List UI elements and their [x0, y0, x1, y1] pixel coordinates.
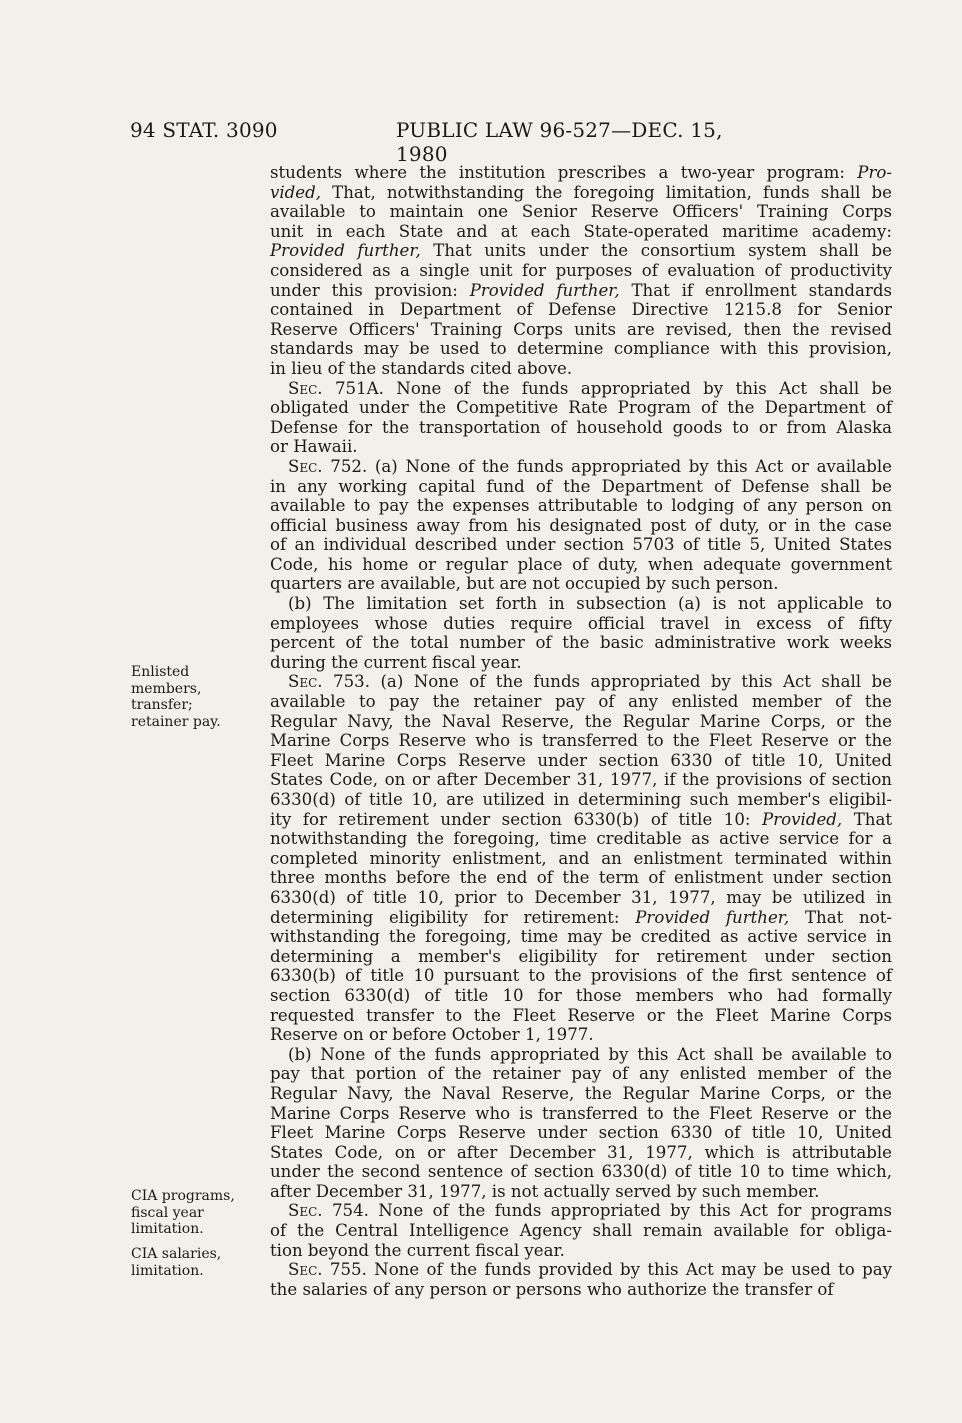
- italic-phrase: Provided further,: [469, 280, 620, 300]
- text-line: [270, 1084, 892, 1104]
- text-line: [270, 574, 892, 594]
- text-line: [270, 241, 892, 261]
- text-line: [270, 770, 892, 790]
- text-segment: determining a member's eligibility for retirement under section: [270, 946, 892, 966]
- italic-phrase: vided,: [270, 182, 322, 202]
- text-segment: That units under the consortium system shall be: [420, 241, 892, 261]
- text-line: [270, 300, 892, 320]
- text-segment: employees whose duties require official travel in excess of fifty: [270, 613, 892, 633]
- text-segment: 754. None of the funds appropriated by this Act for programs: [322, 1201, 892, 1221]
- text-segment: obligated under the Competitive Rate Program of the Department of: [270, 398, 892, 418]
- body-text: [270, 163, 892, 1299]
- italic-phrase: Provided further,: [270, 241, 421, 261]
- text-line: [270, 418, 892, 438]
- text-line: [270, 1143, 892, 1163]
- text-line: [270, 516, 892, 536]
- text-line: [270, 398, 892, 418]
- text-line: [270, 790, 892, 810]
- section-label: Sec.: [288, 1260, 323, 1280]
- margin-note-cia-salaries: CIA salaries, limitation.: [131, 1246, 222, 1279]
- text-line: [270, 810, 892, 830]
- text-line: [270, 947, 892, 967]
- text-segment: Reserve on or before October 1, 1977.: [270, 1025, 594, 1045]
- text-line: [270, 672, 892, 692]
- text-line: [270, 202, 892, 222]
- text-segment: 755. None of the funds provided by this Act may be used to pay: [322, 1260, 892, 1280]
- text-line: [270, 555, 892, 575]
- text-line: [270, 614, 892, 634]
- margin-note-cia-programs: CIA programs, fiscal year limitation.: [131, 1188, 235, 1237]
- text-line: [270, 1123, 892, 1143]
- text-line: [270, 633, 892, 653]
- text-segment: unit in each State and at each State-operated maritime academy:: [270, 221, 892, 241]
- text-segment: available to pay the retainer pay of any enlisted member of the: [270, 692, 892, 712]
- text-line: [270, 927, 892, 947]
- text-segment: under the second sentence of section 6330(d) of title 10 to time which,: [270, 1162, 892, 1182]
- text-segment: States Code, on or after December 31, 1977, which is attributable: [270, 1142, 892, 1162]
- text-segment: contained in Department of Defense Directive 1215.8 for Senior: [270, 300, 892, 320]
- text-segment: of an individual described under section 5703 of title 5, United States: [270, 535, 892, 555]
- text-line: [270, 908, 892, 928]
- text-line: [270, 163, 892, 183]
- text-line: [270, 849, 892, 869]
- text-segment: standards may be used to determine compliance with this provision,: [270, 339, 892, 359]
- italic-phrase: Provided,: [762, 809, 843, 829]
- text-segment: tion beyond the current fiscal year.: [270, 1240, 565, 1260]
- text-segment: Regular Navy, the Naval Reserve, the Regular Marine Corps, or the: [270, 711, 892, 731]
- text-segment: Fleet Marine Corps Reserve under section 6330 of title 10, United: [270, 750, 892, 770]
- text-segment: That not-: [789, 907, 892, 927]
- text-segment: 752. (a) None of the funds appropriated by this Act or available: [322, 456, 892, 476]
- text-segment: percent of the total number of the basic administrative work weeks: [270, 633, 892, 653]
- text-segment: considered as a single unit for purposes of evaluation of productivity: [270, 260, 892, 280]
- text-segment: pay that portion of the retainer pay of any enlisted member of the: [270, 1064, 892, 1084]
- text-segment: Marine Corps Reserve who is transferred to the Fleet Reserve or the: [270, 731, 892, 751]
- text-segment: Fleet Marine Corps Reserve under section 6330 of title 10, United: [270, 1123, 892, 1143]
- text-segment: official business away from his designated post of duty, or in the case: [270, 515, 892, 535]
- text-line: [270, 261, 892, 281]
- public-law-title: PUBLIC LAW 96-527—DEC. 15, 1980: [396, 118, 723, 166]
- section-label: Sec.: [288, 378, 323, 398]
- text-line: [270, 535, 892, 555]
- text-line: [270, 437, 892, 457]
- text-line: [270, 594, 892, 614]
- text-line: [270, 1104, 892, 1124]
- text-line: [270, 477, 892, 497]
- statute-page-number: 94 STAT. 3090: [130, 118, 278, 142]
- text-segment: determining eligibility for retirement:: [270, 907, 636, 927]
- page-header: [130, 118, 770, 166]
- text-line: [270, 1025, 892, 1045]
- text-segment: in any working capital fund of the Department of Defense shall be: [270, 476, 892, 496]
- text-line: [270, 966, 892, 986]
- text-segment: under this provision:: [270, 280, 470, 300]
- text-line: [270, 712, 892, 732]
- text-segment: requested transfer to the Fleet Reserve or the Fleet Marine Corps: [270, 1005, 892, 1025]
- text-line: [270, 222, 892, 242]
- text-segment: Marine Corps Reserve who is transferred to the Fleet Reserve or the: [270, 1103, 892, 1123]
- text-line: [270, 1064, 892, 1084]
- text-line: [270, 1280, 892, 1300]
- section-label: Sec.: [288, 672, 323, 692]
- text-segment: available to maintain one Senior Reserve Officers' Training Corps: [270, 202, 892, 222]
- text-segment: in lieu of the standards cited above.: [270, 358, 573, 378]
- text-segment: completed minority enlistment, and an enlistment terminated within: [270, 848, 892, 868]
- text-segment: 753. (a) None of the funds appropriated by this Act shall be: [322, 672, 892, 692]
- text-line: [270, 320, 892, 340]
- text-line: [270, 339, 892, 359]
- text-segment: 6330(d) of title 10, are utilized in determining such member's eligibil-: [270, 790, 892, 809]
- text-segment: 6330(d) of title 10, prior to December 31, 1977, may be utilized in: [270, 887, 892, 907]
- text-segment: section 6330(d) of title 10 for those members who had formally: [270, 985, 892, 1005]
- text-segment: (b) The limitation set forth in subsection (a) is not applicable to: [288, 594, 892, 614]
- text-segment: Defense for the transportation of household goods to or from Alaska: [270, 417, 892, 437]
- text-line: [270, 379, 892, 399]
- text-segment: (b) None of the funds appropriated by this Act shall be available to: [288, 1044, 892, 1064]
- text-segment: of the Central Intelligence Agency shall remain available for obliga-: [270, 1221, 892, 1241]
- text-line: [270, 1162, 892, 1182]
- text-line: [270, 751, 892, 771]
- text-line: [270, 1182, 892, 1202]
- text-segment: Code, his home or regular place of duty, when adequate government: [270, 554, 892, 574]
- text-line: [270, 457, 892, 477]
- text-line: [270, 653, 892, 673]
- text-line: [270, 496, 892, 516]
- text-segment: students where the institution prescribes a two-year program:: [270, 163, 858, 182]
- italic-phrase: Pro-: [857, 163, 892, 182]
- text-segment: three months before the end of the term of enlistment under section: [270, 868, 892, 888]
- text-segment: Regular Navy, the Naval Reserve, the Regular Marine Corps, or the: [270, 1083, 892, 1103]
- margin-note-enlisted-members: Enlisted members, transfer; retainer pay.: [131, 664, 221, 730]
- section-label: Sec.: [288, 1201, 323, 1221]
- text-line: [270, 1201, 892, 1221]
- text-segment: available to pay the expenses attributable to lodging of any person on: [270, 496, 892, 516]
- text-segment: 751A. None of the funds appropriated by this Act shall be: [322, 378, 892, 398]
- text-segment: withstanding the foregoing, time may be credited as active service in: [270, 927, 892, 947]
- text-line: [270, 829, 892, 849]
- text-segment: That, notwithstanding the foregoing limitation, funds shall be: [321, 182, 892, 202]
- text-line: [270, 183, 892, 203]
- text-line: [270, 692, 892, 712]
- text-segment: or Hawaii.: [270, 437, 358, 457]
- text-line: [270, 1260, 892, 1280]
- italic-phrase: Provided further,: [635, 907, 790, 927]
- text-line: [270, 986, 892, 1006]
- text-line: [270, 868, 892, 888]
- section-label: Sec.: [288, 456, 323, 476]
- text-segment: States Code, on or after December 31, 1977, if the provisions of section: [270, 770, 892, 790]
- text-line: [270, 281, 892, 301]
- text-line: [270, 359, 892, 379]
- text-line: [270, 1045, 892, 1065]
- text-segment: the salaries of any person or persons who authorize the transfer of: [270, 1279, 834, 1299]
- text-line: [270, 1241, 892, 1261]
- text-line: [270, 731, 892, 751]
- text-segment: during the current fiscal year.: [270, 652, 522, 672]
- text-line: [270, 1221, 892, 1241]
- text-line: [270, 1006, 892, 1026]
- text-segment: quarters are available, but are not occupied by such person.: [270, 574, 779, 594]
- text-segment: 6330(b) of title 10 pursuant to the provisions of the first sentence of: [270, 966, 892, 986]
- text-line: [270, 888, 892, 908]
- text-segment: Reserve Officers' Training Corps units are revised, then the revised: [270, 319, 892, 339]
- text-segment: after December 31, 1977, is not actually served by such member.: [270, 1181, 820, 1201]
- text-segment: ity for retirement under section 6330(b) of title 10:: [270, 809, 763, 829]
- text-segment: That if enrollment standards: [619, 280, 892, 300]
- text-segment: notwithstanding the foregoing, time creditable as active service for a: [270, 829, 892, 849]
- text-segment: That: [842, 809, 893, 829]
